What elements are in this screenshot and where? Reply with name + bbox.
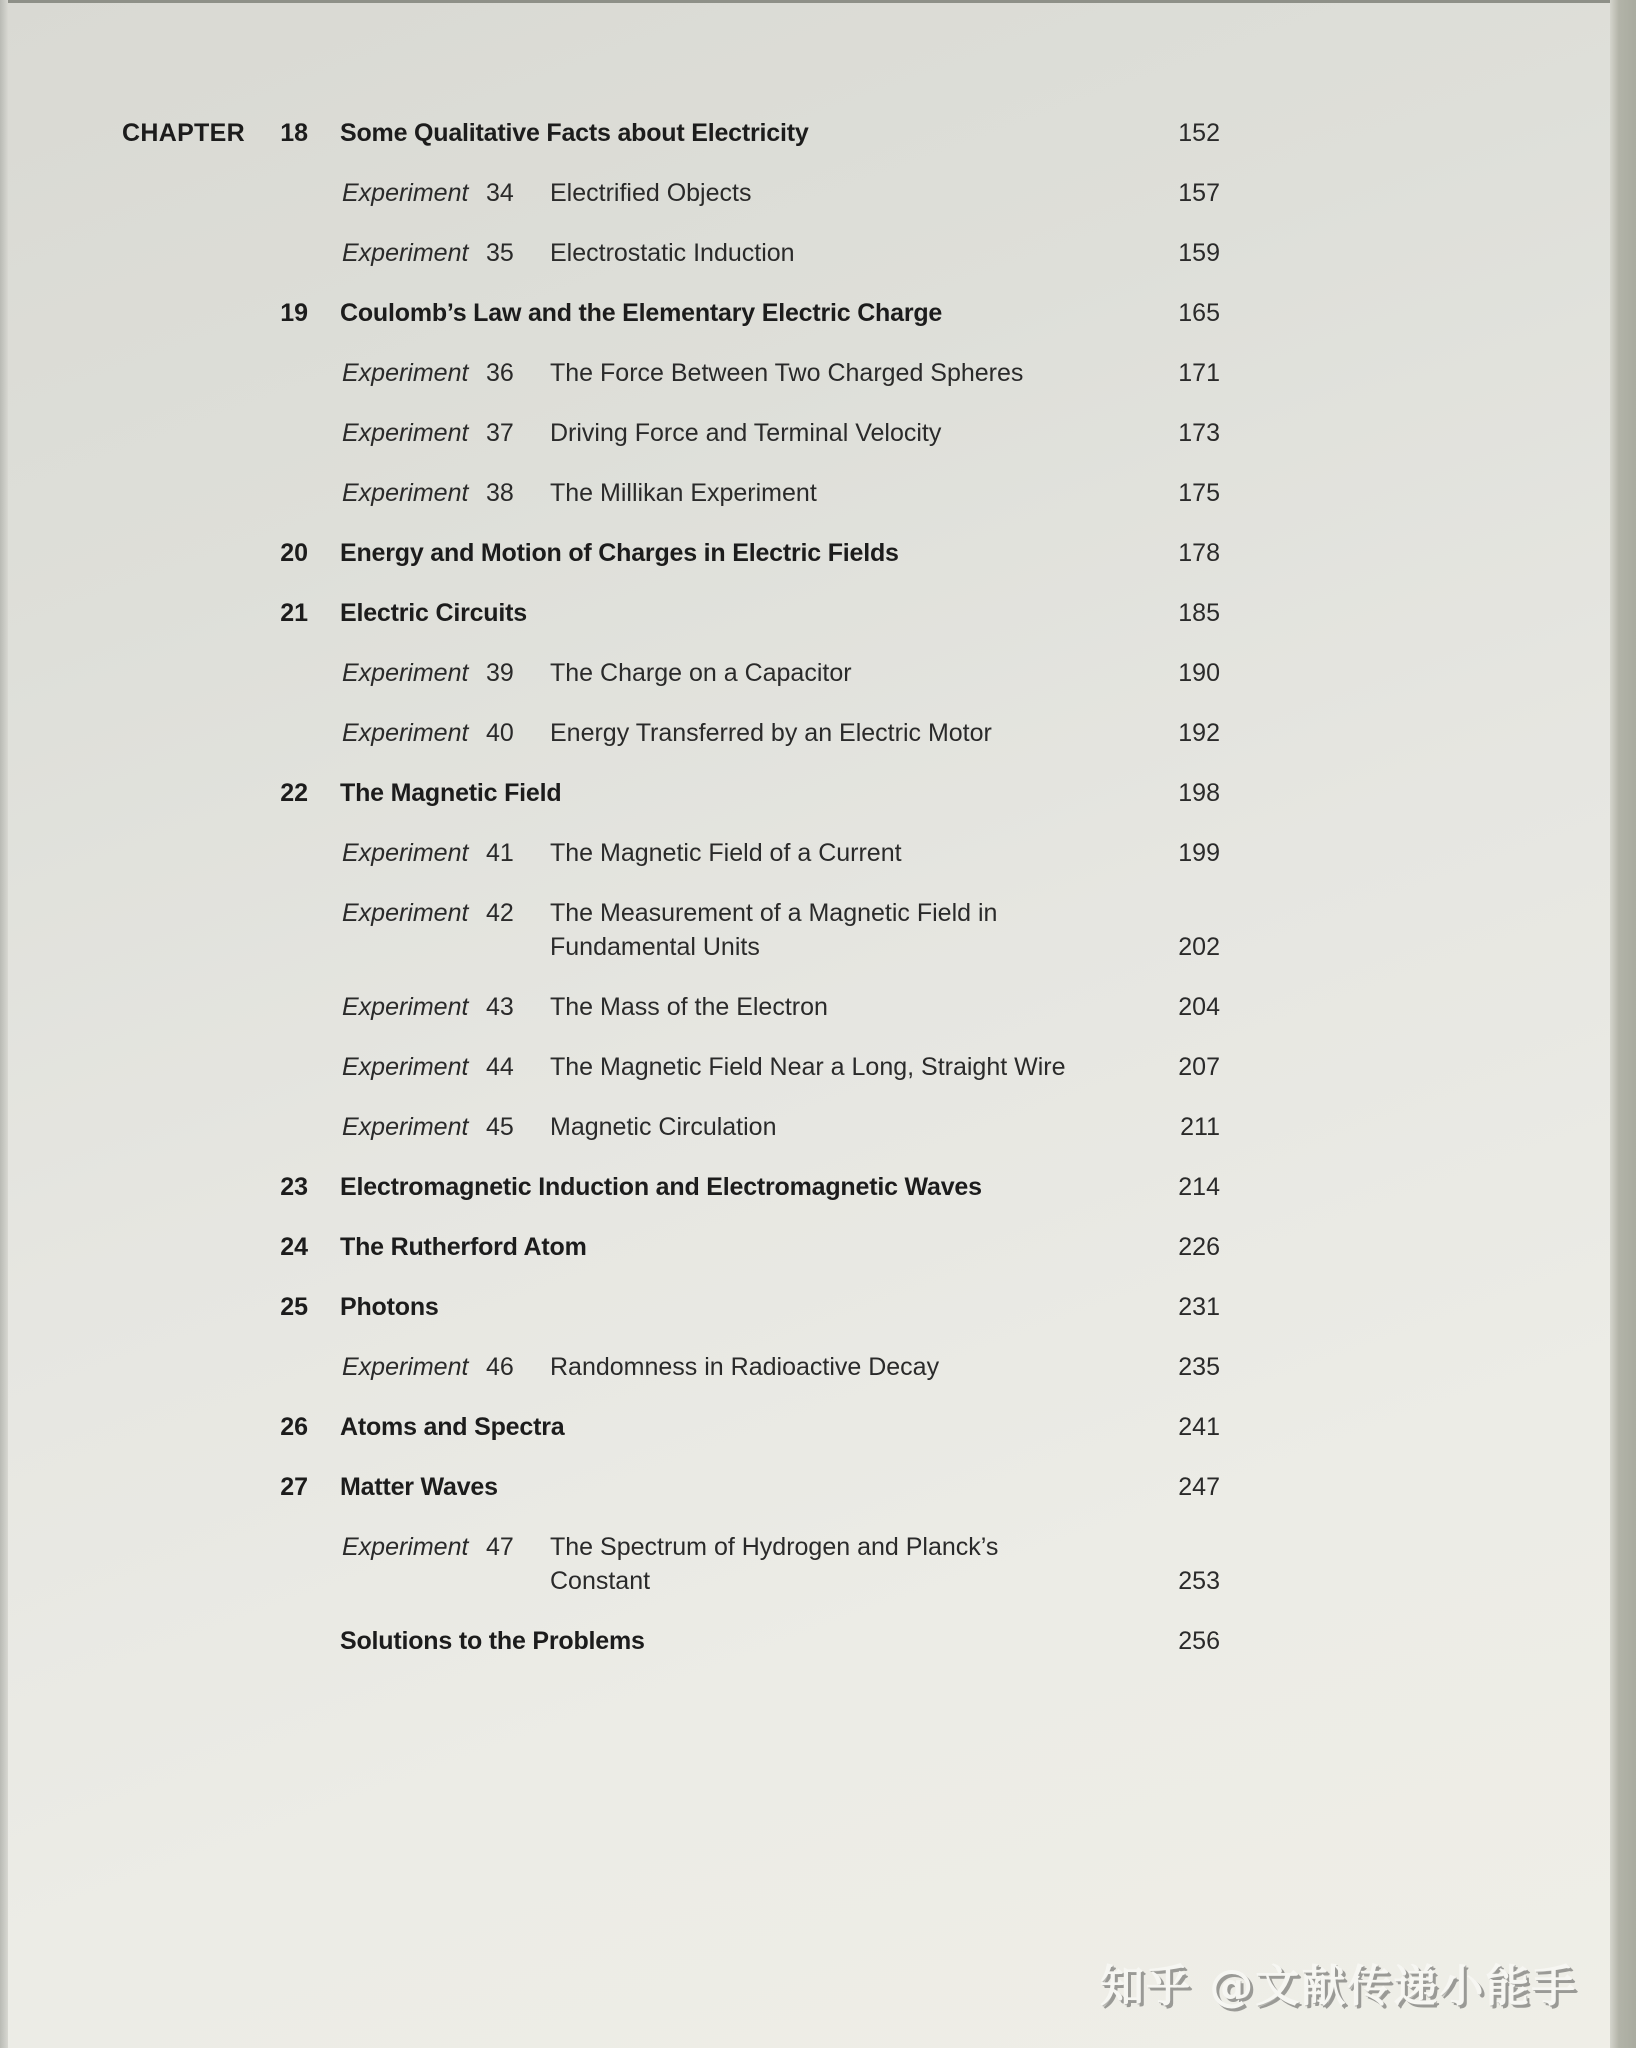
page-number: 157 [1178,179,1220,207]
page-number: 207 [1178,1053,1220,1081]
chapter-number: 27 [280,1473,308,1501]
experiment-label: Experiment [342,1533,469,1561]
toc-chapter-25[interactable] [0,1287,1636,1327]
toc-experiment-37[interactable] [0,413,1636,453]
experiment-number: 40 [486,719,514,747]
experiment-label: Experiment [342,1053,469,1081]
experiment-title: Electrified Objects [550,179,752,207]
page-number: 192 [1178,719,1220,747]
toc-experiment-39[interactable] [0,653,1636,693]
experiment-label: Experiment [342,179,469,207]
page-number: 173 [1178,419,1220,447]
page-number: 256 [1178,1627,1220,1655]
experiment-title-continued: Fundamental Units [550,933,760,961]
chapter-number: 26 [280,1413,308,1441]
chapter-number: 23 [280,1173,308,1201]
toc-chapter-27[interactable] [0,1467,1636,1507]
page-number: 241 [1178,1413,1220,1441]
experiment-title: The Charge on a Capacitor [550,659,852,687]
chapter-title: Electromagnetic Induction and Electromagnetic Waves [340,1173,982,1201]
experiment-title: The Force Between Two Charged Spheres [550,359,1024,387]
chapter-number: 22 [280,779,308,807]
toc-experiment-45[interactable] [0,1107,1636,1147]
chapter-title: Matter Waves [340,1473,498,1501]
experiment-number: 46 [486,1353,514,1381]
experiment-number: 43 [486,993,514,1021]
page-number: 198 [1178,779,1220,807]
toc-chapter-20[interactable] [0,533,1636,573]
experiment-title: Energy Transferred by an Electric Motor [550,719,992,747]
experiment-number: 38 [486,479,514,507]
chapter-number: 18 [280,119,308,147]
experiment-label: Experiment [342,1353,469,1381]
experiment-number: 41 [486,839,514,867]
page-number: 152 [1178,119,1220,147]
toc-experiment-40[interactable] [0,713,1636,753]
page-number: 199 [1178,839,1220,867]
page-number: 165 [1178,299,1220,327]
page-number: 185 [1178,599,1220,627]
toc-experiment-43[interactable] [0,987,1636,1027]
chapter-number: 19 [280,299,308,327]
page-number: 190 [1178,659,1220,687]
page-number: 204 [1178,993,1220,1021]
chapter-title: Some Qualitative Facts about Electricity [340,119,809,147]
experiment-title: Randomness in Radioactive Decay [550,1353,940,1381]
toc-chapter-19[interactable] [0,293,1636,333]
experiment-title: The Mass of the Electron [550,993,828,1021]
toc-experiment-38[interactable] [0,473,1636,513]
toc-chapter-23[interactable] [0,1167,1636,1207]
experiment-label: Experiment [342,419,469,447]
experiment-number: 35 [486,239,514,267]
experiment-number: 36 [486,359,514,387]
experiment-number: 47 [486,1533,514,1561]
section-title: Solutions to the Problems [340,1627,645,1655]
experiment-number: 39 [486,659,514,687]
experiment-number: 37 [486,419,514,447]
chapter-title: Electric Circuits [340,599,527,627]
experiment-title: The Magnetic Field of a Current [550,839,902,867]
experiment-number: 44 [486,1053,514,1081]
toc-chapter-24[interactable] [0,1227,1636,1267]
experiment-title: Magnetic Circulation [550,1113,777,1141]
experiment-title: The Measurement of a Magnetic Field in [550,899,998,927]
experiment-number: 45 [486,1113,514,1141]
toc-solutions[interactable] [0,1621,1636,1661]
chapter-title: Energy and Motion of Charges in Electric Fields [340,539,899,567]
experiment-label: Experiment [342,659,469,687]
toc-experiment-36[interactable] [0,353,1636,393]
toc-experiment-42[interactable] [0,893,1636,967]
page-number: 178 [1178,539,1220,567]
toc-chapter-18[interactable] [0,113,1636,153]
toc-experiment-47[interactable] [0,1527,1636,1601]
toc-experiment-34[interactable] [0,173,1636,213]
experiment-number: 34 [486,179,514,207]
page-number: 253 [1178,1567,1220,1595]
experiment-title: Electrostatic Induction [550,239,795,267]
experiment-title: The Spectrum of Hydrogen and Planck’s [550,1533,999,1561]
chapter-number: 21 [280,599,308,627]
page-number: 171 [1178,359,1220,387]
toc-experiment-41[interactable] [0,833,1636,873]
experiment-title: The Magnetic Field Near a Long, Straight Wire [550,1053,1066,1081]
experiment-label: Experiment [342,1113,469,1141]
experiment-label: Experiment [342,359,469,387]
page-number: 231 [1178,1293,1220,1321]
experiment-title: The Millikan Experiment [550,479,817,507]
page-number: 235 [1178,1353,1220,1381]
page-number: 214 [1178,1173,1220,1201]
experiment-label: Experiment [342,479,469,507]
page-number: 247 [1178,1473,1220,1501]
chapter-title: Photons [340,1293,439,1321]
experiment-title: Driving Force and Terminal Velocity [550,419,942,447]
page-number: 159 [1178,239,1220,267]
toc-experiment-35[interactable] [0,233,1636,273]
chapter-number: 20 [280,539,308,567]
page-number: 211 [1180,1113,1220,1141]
experiment-label: Experiment [342,993,469,1021]
chapter-number: 24 [280,1233,308,1261]
experiment-number: 42 [486,899,514,927]
chapter-number: 25 [280,1293,308,1321]
toc-chapter-26[interactable] [0,1407,1636,1447]
experiment-label: Experiment [342,839,469,867]
experiment-title-continued: Constant [550,1567,651,1595]
toc-experiment-46[interactable] [0,1347,1636,1387]
toc-experiment-44[interactable] [0,1047,1636,1087]
toc-chapter-21[interactable] [0,593,1636,633]
chapter-label: CHAPTER [122,119,245,147]
watermark: 知乎 @文献传递小能手 [1100,1961,1578,2012]
experiment-label: Experiment [342,899,469,927]
page-number: 202 [1178,933,1220,961]
chapter-title: The Magnetic Field [340,779,562,807]
page-number: 175 [1178,479,1220,507]
toc-chapter-22[interactable] [0,773,1636,813]
chapter-title: Coulomb’s Law and the Elementary Electric Charge [340,299,943,327]
experiment-label: Experiment [342,239,469,267]
chapter-title: Atoms and Spectra [340,1413,565,1441]
chapter-title: The Rutherford Atom [340,1233,587,1261]
experiment-label: Experiment [342,719,469,747]
page-number: 226 [1178,1233,1220,1261]
